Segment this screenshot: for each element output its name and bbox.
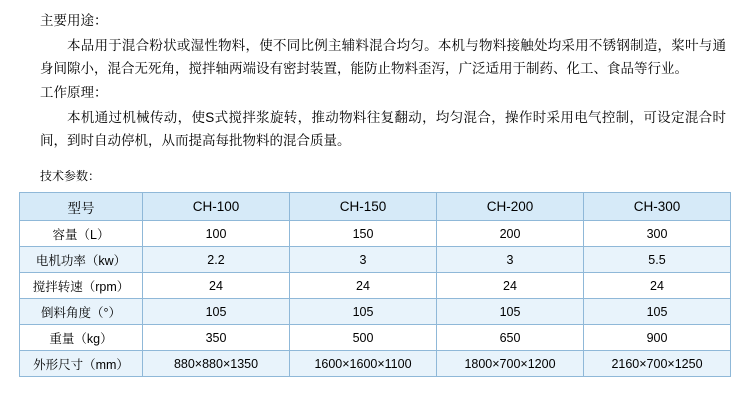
table-cell: 5.5 — [584, 247, 731, 273]
table-cell: 650 — [437, 325, 584, 351]
table-cell: 24 — [584, 273, 731, 299]
table-cell: 900 — [584, 325, 731, 351]
table-cell: 2160×700×1250 — [584, 351, 731, 377]
table-cell: 100 — [143, 221, 290, 247]
table-row — [20, 299, 731, 325]
table-cell: 105 — [584, 299, 731, 325]
table-cell: 电机功率（kw） — [20, 247, 143, 273]
table-header-row — [20, 193, 731, 221]
table-cell: 880×880×1350 — [143, 351, 290, 377]
section-heading: 主要用途： — [40, 13, 108, 28]
table-cell: 200 — [437, 221, 584, 247]
table-cell: 1600×1600×1100 — [290, 351, 437, 377]
specification-table — [19, 192, 731, 377]
section-paragraph: 本机通过机械传动，使S式搅拌浆旋转，推动物料往复翻动，均匀混合，操作时采用电气控制，可设定混合时间，到时自动停机，从而提高每批物料的混合质量。 — [40, 110, 726, 148]
section-paragraph: 本品用于混合粉状或湿性物料，使不同比例主辅料混合均匀。本机与物料接触处均采用不锈钢制造，桨叶与通身间隙小，混合无死角，搅拌轴两端设有密封装置，能防止物料歪泻，广泛适用于制药、化工、食品等行业。 — [40, 38, 726, 76]
table-cell: 容量（L） — [20, 221, 143, 247]
table-header-cell: CH-300 — [584, 193, 731, 221]
table-cell: 24 — [290, 273, 437, 299]
table-header-cell: CH-150 — [290, 193, 437, 221]
table-cell: 24 — [437, 273, 584, 299]
table-cell: 外形尺寸（mm） — [20, 351, 143, 377]
table-cell: 300 — [584, 221, 731, 247]
table-row — [20, 247, 731, 273]
table-cell: 3 — [290, 247, 437, 273]
table-header-cell: CH-200 — [437, 193, 584, 221]
table-header-cell: CH-100 — [143, 193, 290, 221]
table-cell: 500 — [290, 325, 437, 351]
table-cell: 150 — [290, 221, 437, 247]
section-main-use — [14, 10, 736, 80]
table-cell: 1800×700×1200 — [437, 351, 584, 377]
table-cell: 2.2 — [143, 247, 290, 273]
table-cell: 重量（kg） — [20, 325, 143, 351]
section-heading: 工作原理： — [40, 85, 108, 100]
spec-label: 技术参数： — [40, 169, 101, 183]
section-working-principle — [14, 82, 736, 152]
table-cell: 105 — [290, 299, 437, 325]
table-header-cell: 型号 — [20, 193, 143, 221]
table-row — [20, 325, 731, 351]
table-row — [20, 351, 731, 377]
table-cell: 24 — [143, 273, 290, 299]
table-cell: 105 — [437, 299, 584, 325]
table-cell: 搅拌转速（rpm） — [20, 273, 143, 299]
table-cell: 3 — [437, 247, 584, 273]
table-row — [20, 221, 731, 247]
table-row — [20, 273, 731, 299]
table-cell: 350 — [143, 325, 290, 351]
table-cell: 倒料角度（°） — [20, 299, 143, 325]
table-cell: 105 — [143, 299, 290, 325]
